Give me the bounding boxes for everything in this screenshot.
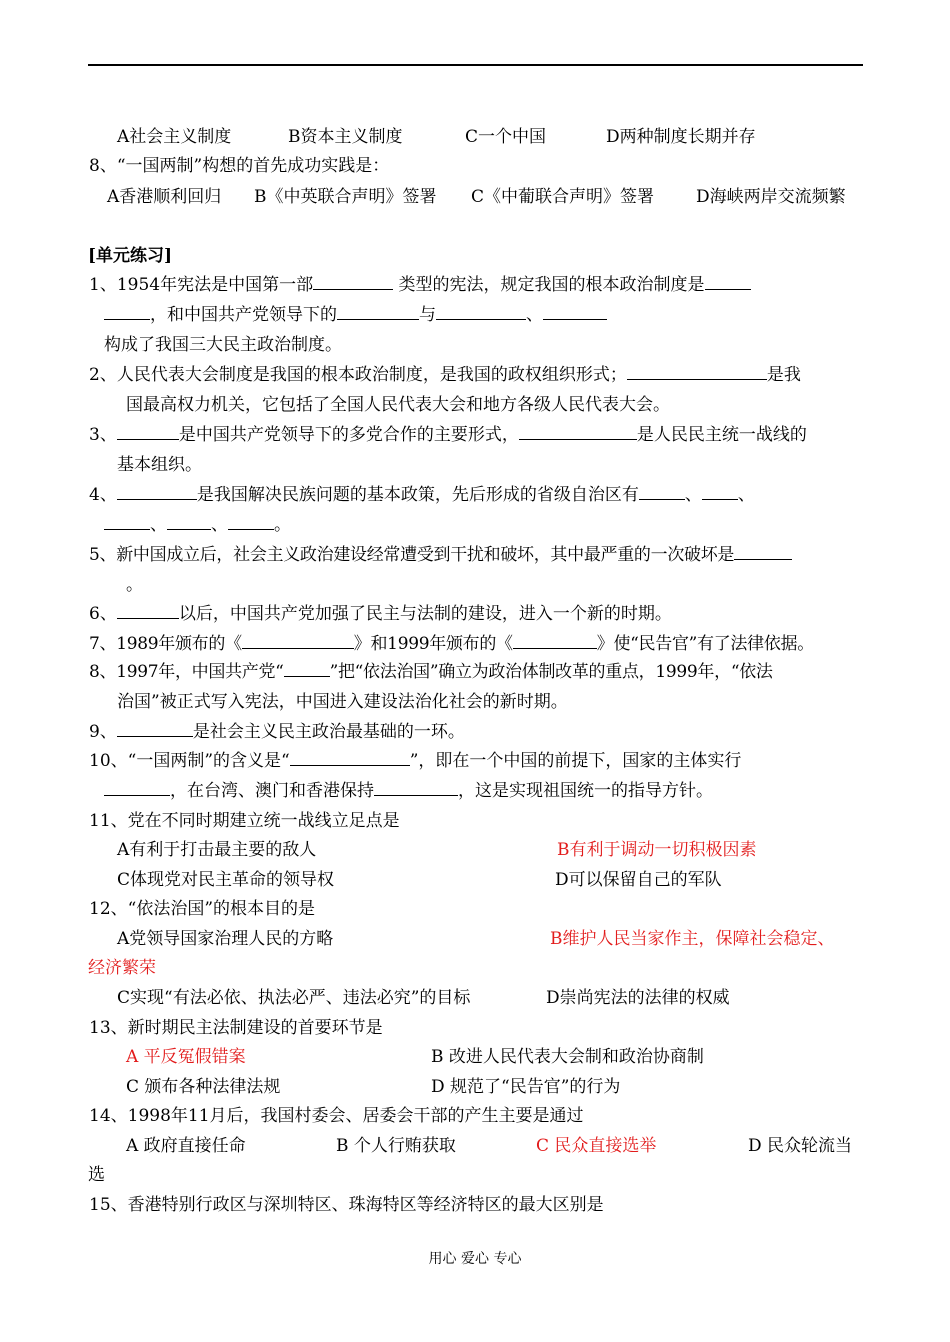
blank[interactable] (117, 425, 179, 440)
q8-option-a: A香港顺利回归 (107, 187, 222, 207)
page-footer: 用心 爱心 专心 (428, 1251, 522, 1267)
blank[interactable] (284, 662, 330, 677)
q11-option-d: D可以保留自己的军队 (555, 870, 722, 890)
q7-option-b: B资本主义制度 (288, 127, 403, 147)
blank[interactable] (519, 425, 637, 440)
blank[interactable] (228, 515, 274, 530)
q7-option-c: C一个中国 (465, 127, 547, 147)
q8-option-c: C《中葡联合声明》签署 (471, 187, 655, 207)
fill-9: 9、 是社会主义民主政治最基础的一环。 (89, 722, 465, 742)
q12-option-b: B维护人民当家作主，保障社会稳定、 (550, 929, 835, 949)
blank[interactable] (167, 515, 211, 530)
q12-option-c: C实现“有法必依、执法必严、违法必究”的目标 (117, 988, 471, 1008)
q14-stem: 14、1998年11月后，我国村委会、居委会干部的产生主要是通过 (89, 1106, 584, 1126)
q15-stem: 15、香港特别行政区与深圳特区、珠海特区等经济特区的最大区别是 (89, 1195, 604, 1215)
fill-3-line2: 基本组织。 (117, 455, 202, 475)
q11-option-c: C体现党对民主革命的领导权 (117, 870, 335, 890)
blank[interactable] (337, 305, 419, 320)
fill-5-line1: 5、新中国成立后，社会主义政治建设经常遭受到干扰和破坏，其中最严重的一次破坏是 (89, 544, 792, 566)
blank[interactable] (374, 781, 458, 796)
blank[interactable] (734, 545, 792, 560)
blank[interactable] (104, 305, 150, 320)
q13-option-d: D 规范了“民告官”的行为 (431, 1077, 621, 1097)
q13-option-c: C 颁布各种法律法规 (126, 1077, 281, 1097)
fill-6: 6、 以后，中国共产党加强了民主与法制的建设，进入一个新的时期。 (89, 604, 672, 624)
q11-stem: 11、党在不同时期建立统一战线立足点是 (89, 811, 400, 831)
q14-option-a: A 政府直接任命 (126, 1136, 246, 1156)
q8-stem: 8、“一国两制”构想的首先成功实践是： (89, 156, 390, 176)
fill-1-line2: ，和中国共产党领导下的 与 、 (104, 304, 607, 326)
q7-option-d: D两种制度长期并存 (606, 127, 756, 147)
q7-option-a: A社会主义制度 (117, 127, 232, 147)
blank[interactable] (117, 604, 179, 619)
fill-4-line2: 、 、 。 (104, 514, 291, 536)
fill-1-line1: 1、1954年宪法是中国第一部 类型的宪法，规定我国的根本政治制度是 (89, 274, 751, 296)
blank[interactable] (290, 751, 410, 766)
fill-10-line1: 10、“一国两制”的含义是“ ”，即在一个中国的前提下，国家的主体实行 (89, 751, 742, 771)
q14-option-b: B 个人行贿获取 (336, 1136, 456, 1156)
blank[interactable] (702, 485, 738, 500)
blank[interactable] (313, 275, 393, 290)
fill-8-line2: 治国”被正式写入宪法，中国进入建设法治化社会的新时期。 (117, 692, 568, 712)
q14-option-d: D 民众轮流当 (748, 1136, 853, 1156)
q13-option-a: A 平反冤假错案 (126, 1047, 246, 1067)
q8-option-d: D海峡两岸交流频繁 (696, 187, 846, 207)
q14-option-d-cont: 选 (88, 1165, 105, 1185)
fill-7: 7、1989年颁布的《 》和1999年颁布的《 》使“民告官”有了法律依据。 (89, 634, 814, 654)
q12-option-a: A党领导国家治理人民的方略 (117, 929, 334, 949)
section-title: [单元练习] (88, 246, 173, 266)
blank[interactable] (436, 305, 526, 320)
fill-1-line3: 构成了我国三大民主政治制度。 (104, 335, 342, 355)
blank[interactable] (242, 634, 354, 649)
blank[interactable] (705, 275, 751, 290)
fill-5-line2: 。 (126, 575, 143, 595)
q12-option-d: D崇尚宪法的法律的权威 (546, 988, 730, 1008)
blank[interactable] (543, 305, 607, 320)
blank[interactable] (513, 634, 597, 649)
blank[interactable] (104, 515, 150, 530)
fill-10-line2: ，在台湾、澳门和香港保持 ，这是实现祖国统一的指导方针。 (104, 780, 713, 802)
blank[interactable] (639, 485, 685, 500)
q11-option-b: B有利于调动一切积极因素 (557, 840, 757, 860)
blank[interactable] (627, 365, 767, 380)
fill-4-line1: 4、 是我国解决民族问题的基本政策，先后形成的省级自治区有 、 、 (89, 485, 755, 505)
q11-option-a: A有利于打击最主要的敌人 (117, 840, 317, 860)
blank[interactable] (117, 722, 193, 737)
q12-stem: 12、“依法治国”的根本目的是 (89, 899, 316, 919)
q12-option-b-cont: 经济繁荣 (88, 958, 156, 978)
q8-option-b: B《中英联合声明》签署 (254, 187, 437, 207)
fill-2-line1: 2、人民代表大会制度是我国的根本政治制度，是我国的政权组织形式； 是我 (89, 365, 801, 385)
fill-2-line2: 国最高权力机关，它包括了全国人民代表大会和地方各级人民代表大会。 (126, 395, 670, 415)
blank[interactable] (104, 781, 170, 796)
fill-3-line1: 3、 是中国共产党领导下的多党合作的主要形式， 是人民民主统一战线的 (89, 425, 807, 445)
q14-option-c: C 民众直接选举 (536, 1136, 657, 1156)
blank[interactable] (117, 485, 197, 500)
fill-8-line1: 8、1997年，中国共产党“ ”把“依法治国”确立为政治体制改革的重点，1999年，“依法 (89, 662, 773, 682)
q13-option-b: B 改进人民代表大会制和政治协商制 (431, 1047, 704, 1067)
q13-stem: 13、新时期民主法制建设的首要环节是 (89, 1018, 383, 1038)
header-rule (88, 64, 863, 66)
